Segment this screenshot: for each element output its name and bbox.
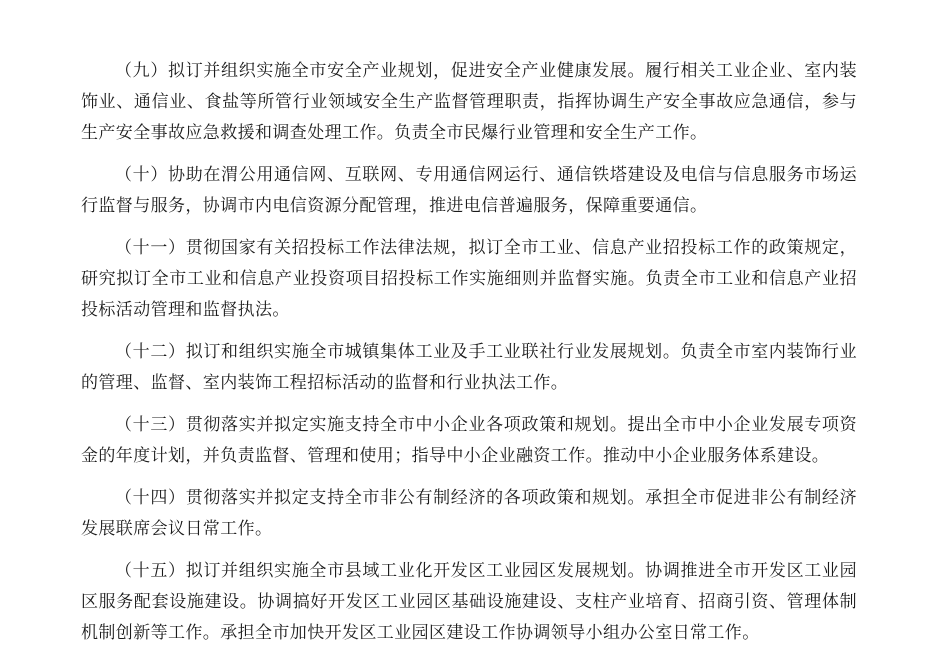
paragraph-item-10: （十）协助在渭公用通信网、互联网、专用通信网运行、通信铁塔建设及电信与信息服务市场运行监督与服务，协调市内电信资源分配管理，推进电信普遍服务，保障重要通信。 (81, 165, 857, 216)
paragraph-item-15: （十五）拟订并组织实施全市县域工业化开发区工业园区发展规划。协调推进全市开发区工业园区服务配套设施建设。协调搞好开发区工业园区基础设施建设、支柱产业培育、招商引资、管理体制机制创新等工作。承担全市加快开发区工业园区建设工作协调领导小组办公室日常工作。 (81, 561, 857, 643)
paragraph-item-13: （十三）贯彻落实并拟定实施支持全市中小企业各项政策和规划。提出全市中小企业发展专项资金的年度计划，并负责监督、管理和使用；指导中小企业融资工作。推动中小企业服务体系建设。 (81, 415, 857, 466)
paragraph-item-11: （十一）贯彻国家有关招投标工作法律法规，拟订全市工业、信息产业招投标工作的政策规定，研究拟订全市工业和信息产业投资项目招投标工作实施细则并监督实施。负责全市工业和信息产业招投标活动管理和监督执法。 (81, 238, 857, 320)
paragraph-item-14: （十四）贯彻落实并拟定支持全市非公有制经济的各项政策和规划。承担全市促进非公有制经济发展联席会议日常工作。 (81, 488, 857, 539)
document-body (81, 56, 857, 660)
paragraph-item-12: （十二）拟订和组织实施全市城镇集体工业及手工业联社行业发展规划。负责全市室内装饰行业的管理、监督、室内装饰工程招标活动的监督和行业执法工作。 (81, 342, 857, 393)
paragraph-item-9: （九）拟订并组织实施全市安全产业规划，促进安全产业健康发展。履行相关工业企业、室内装饰业、通信业、食盐等所管行业领域安全生产监督管理职责，指挥协调生产安全事故应急通信，参与生产安全事故应急救援和调查处理工作。负责全市民爆行业管理和安全生产工作。 (81, 61, 857, 143)
